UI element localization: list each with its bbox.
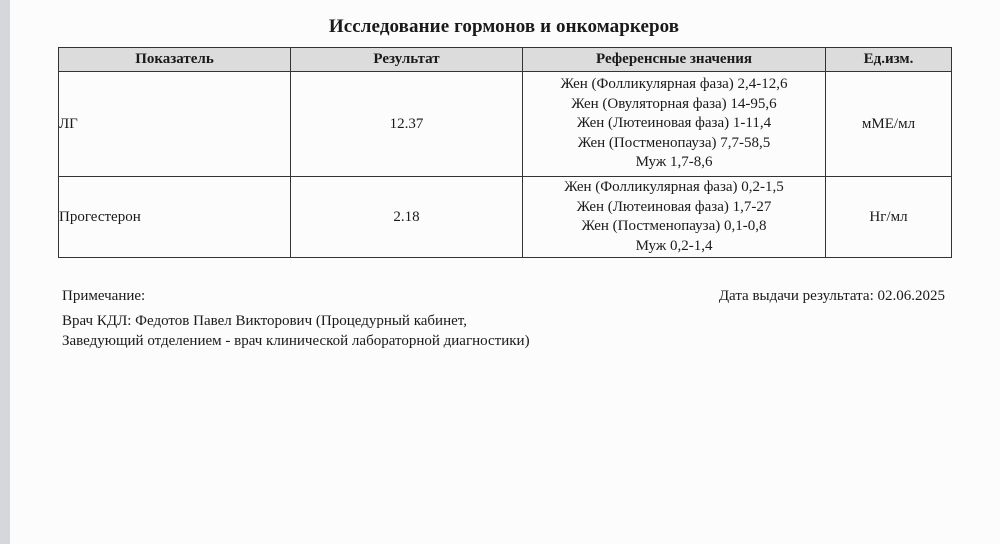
reference-line: Жен (Лютеиновая фаза) 1-11,4 xyxy=(576,115,772,132)
reference-line: Жен (Постменопауза) 0,1-0,8 xyxy=(581,218,767,234)
doctor-info: Врач КДЛ: Федотов Павел Викторович (Процедурный кабинет, Заведующий отделением - врач клинической лабораторной диагностики) xyxy=(62,313,530,349)
indicator-cell: Прогестерон xyxy=(59,177,291,258)
table-row xyxy=(59,177,952,258)
note-label: Примечание: xyxy=(62,288,146,304)
results-table xyxy=(58,47,952,258)
reference-line: Жен (Постменопауза) 7,7-58,5 xyxy=(577,134,771,151)
header-reference: Референсные значения xyxy=(523,48,826,72)
table-row xyxy=(59,72,952,177)
header-result: Результат xyxy=(291,48,523,72)
reference-line: Жен (Фолликулярная фаза) 0,2-1,5 xyxy=(564,179,784,195)
reference-line: Жен (Овуляторная фаза) 14-95,6 xyxy=(571,95,777,112)
result-cell: 2.18 xyxy=(291,177,523,258)
document-title: Исследование гормонов и онкомаркеров xyxy=(328,16,680,37)
reference-line: Жен (Фолликулярная фаза) 2,4-12,6 xyxy=(560,76,788,93)
indicator-cell: ЛГ xyxy=(59,72,291,177)
header-unit: Ед.изм. xyxy=(826,48,952,72)
reference-line: Муж 0,2-1,4 xyxy=(635,237,713,254)
result-cell: 12.37 xyxy=(291,72,523,177)
unit-cell: мМЕ/мл xyxy=(826,72,952,177)
reference-line: Жен (Лютеиновая фаза) 1,7-27 xyxy=(576,198,772,215)
reference-cell xyxy=(523,72,826,177)
reference-cell xyxy=(523,177,826,258)
notes-section xyxy=(62,286,532,351)
unit-cell: Нг/мл xyxy=(826,177,952,258)
reference-line: Муж 1,7-8,6 xyxy=(635,154,713,171)
table-header-row xyxy=(59,48,952,72)
issue-date: Дата выдачи результата: 02.06.2025 xyxy=(718,288,945,304)
header-indicator: Показатель xyxy=(59,48,291,72)
left-edge-strip xyxy=(0,0,10,544)
